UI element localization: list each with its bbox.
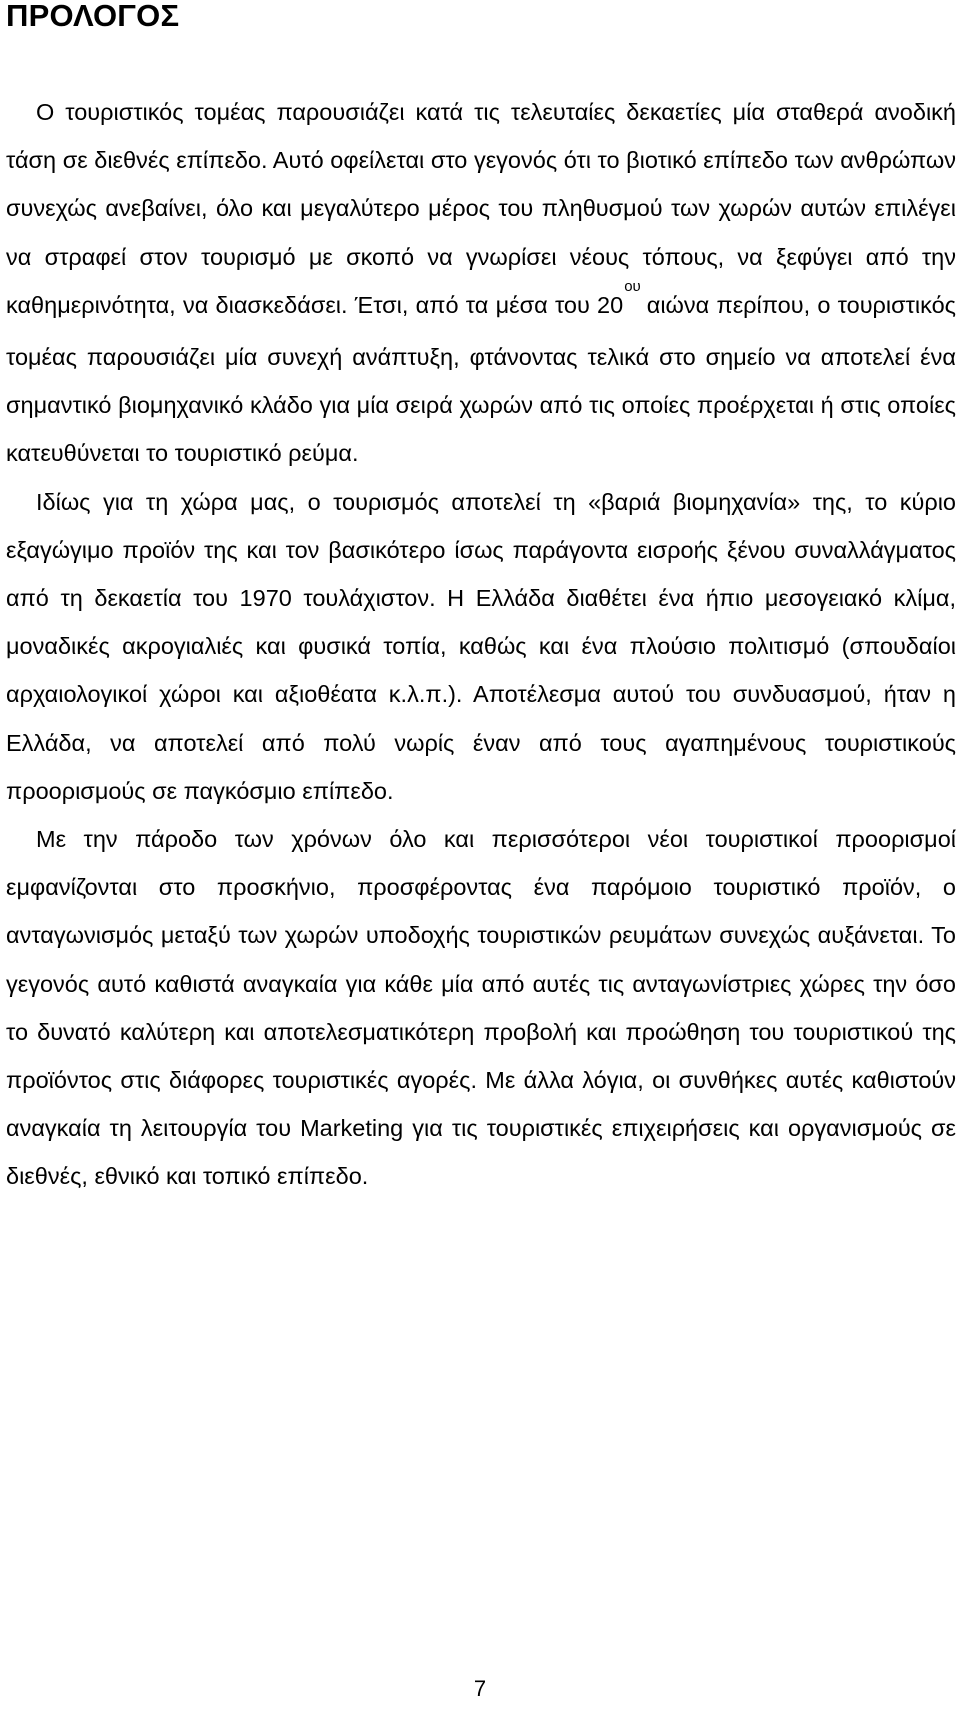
paragraph-3: Με την πάροδο των χρόνων όλο και περισσότεροι νέοι τουριστικοί προορισμοί εμφανίζονται στο προσκήνιο, προσφέροντας ένα παρόμοιο τουριστικό προϊόν, ο ανταγωνισμός μεταξύ των χωρών υποδοχής τουριστικών ρευμάτων συνεχώς αυξάνεται. Το γεγονός αυτό καθιστά αναγκαία για κάθε μία από αυτές τις ανταγωνίστριες χώρες την όσο το δυνατό καλύτερη και αποτελεσματικότερη προβολή και προώθηση του τουριστικού της προϊόντος στις διάφορες τουριστικές αγορές. Με άλλα λόγια, οι συνθήκες αυτές καθιστούν αναγκαία τη λειτουργία του Marketing για τις τουριστικές επιχειρήσεις και οργανισμούς σε διεθνές, εθνικό και τοπικό επίπεδο.: [6, 826, 956, 1190]
paragraph-1-part-2: αιώνα περίπου, ο τουριστικός τομέας παρουσιάζει μία συνεχή ανάπτυξη, φτάνοντας τελικά στο σημείο να αποτελεί ένα σημαντικό βιομηχανικό κλάδο για μία σειρά χωρών από τις οποίες προέρχεται ή στις οποίες κατευθύνεται το τουριστικό ρεύμα.: [6, 291, 956, 467]
paragraph-2: Ιδίως για τη χώρα μας, ο τουρισμός αποτελεί τη «βαριά βιομηχανία» της, το κύριο εξαγώγιμο προϊόν της και τον βασικότερο ίσως παράγοντα εισροής ξένου συναλλάγματος από τη δεκαετία του 1970 τουλάχιστον. Η Ελλάδα διαθέτει ένα ήπιο μεσογειακό κλίμα, μοναδικές ακρογιαλιές και φυσικά τοπία, καθώς και ένα πλούσιο πολιτισμό (σπουδαίοι αρχαιολογικοί χώροι και αξιοθέατα κ.λ.π.). Αποτέλεσμα αυτού του συνδυασμού, ήταν η Ελλάδα, να αποτελεί από πολύ νωρίς έναν από τους αγαπημένους τουριστικούς προορισμούς σε παγκόσμιο επίπεδο.: [6, 488, 956, 804]
century-superscript: ου: [624, 277, 641, 295]
page-number-container: [0, 1676, 960, 1702]
page-title: ΠΡΟΛΟΓΟΣ: [6, 0, 180, 33]
body-text: [6, 88, 956, 1201]
page-number: 7: [473, 1676, 487, 1701]
paragraph-1-part-1: Ο τουριστικός τομέας παρουσιάζει κατά τις τελευταίες δεκαετίες μία σταθερά ανοδική τάση σε διεθνές επίπεδο. Αυτό οφείλεται στο γεγονός ότι το βιοτικό επίπεδο των ανθρώπων συνεχώς ανεβαίνει, όλο και μεγαλύτερο μέρος του πληθυσμού των χωρών αυτών επιλέγει να στραφεί στον τουρισμό με σκοπό να γνωρίσει νέους τόπους, να ξεφύγει από την καθημερινότητα, να διασκεδάσει. Έτσι, από τα μέσα του 20: [6, 99, 956, 318]
paragraph-1: [6, 88, 956, 478]
